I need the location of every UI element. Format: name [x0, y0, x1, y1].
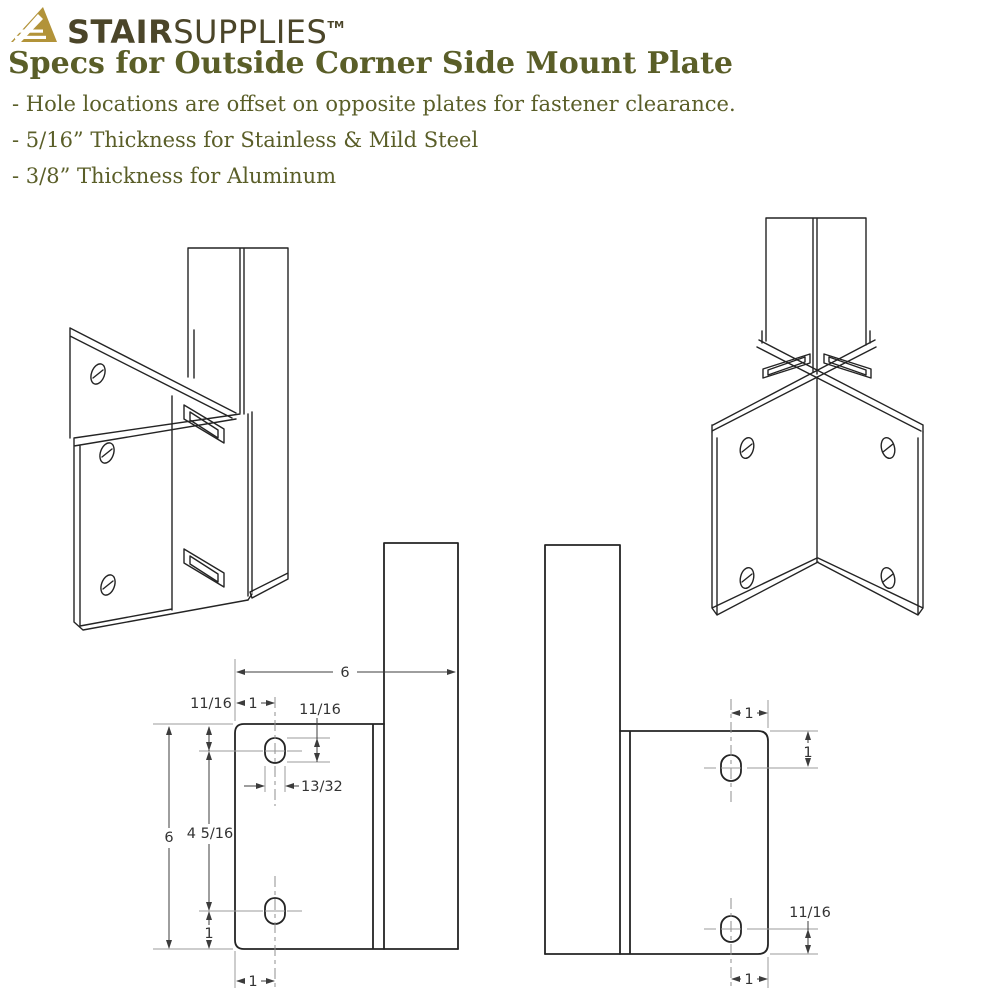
left-plate-face [712, 432, 818, 615]
dim-overall-height: 6 [164, 830, 174, 846]
note-aluminum-thickness: - 3/8” Thickness for Aluminum [12, 164, 337, 188]
slot-plate-edges [248, 412, 252, 600]
dim-overall-width: 6 [340, 665, 350, 681]
plate-outline [545, 731, 768, 954]
oval-holes [88, 362, 117, 597]
front-view-left [153, 543, 458, 990]
dim-slot-width: 13/32 [301, 779, 343, 795]
post-outline [545, 545, 620, 954]
right-plate-face [817, 432, 923, 615]
dim-hole-to-bottom: 1 [204, 926, 214, 942]
trademark-symbol: TM [327, 20, 345, 31]
page-title: Specs for Outside Corner Side Mount Plate [8, 46, 733, 81]
iso-view-right [712, 218, 923, 615]
note-steel-thickness: - 5/16” Thickness for Stainless & Mild Steel [12, 128, 479, 152]
dim-slot-length: 11/16 [299, 702, 341, 718]
dim-side-edge-to-hole: 1 [248, 696, 258, 712]
dim-bottom-hole-to-side-edge: 1 [744, 972, 754, 988]
brand-supplies: SUPPLIES [173, 13, 328, 51]
dim-bottom-edge-to-hole: 1 [248, 974, 258, 990]
iso-view-left [70, 248, 288, 630]
near-plate-edges [74, 396, 248, 630]
dim-hole-to-side-edge: 1 [744, 706, 754, 722]
brand-stair: STAIR [67, 13, 174, 51]
dim-hole-spacing: 4 5/16 [186, 826, 234, 842]
front-view-right [545, 545, 831, 988]
post-outline [188, 248, 288, 598]
post-outline [384, 543, 458, 949]
note-hole-offset: - Hole locations are offset on opposite plates for fastener clearance. [12, 92, 736, 116]
dim-top-edge-to-hole: 11/16 [190, 696, 232, 712]
plate-outline [235, 724, 458, 949]
dim-top-edge-to-hole: 1 [803, 745, 813, 761]
dim-hole-to-bottom-edge: 11/16 [789, 905, 831, 921]
